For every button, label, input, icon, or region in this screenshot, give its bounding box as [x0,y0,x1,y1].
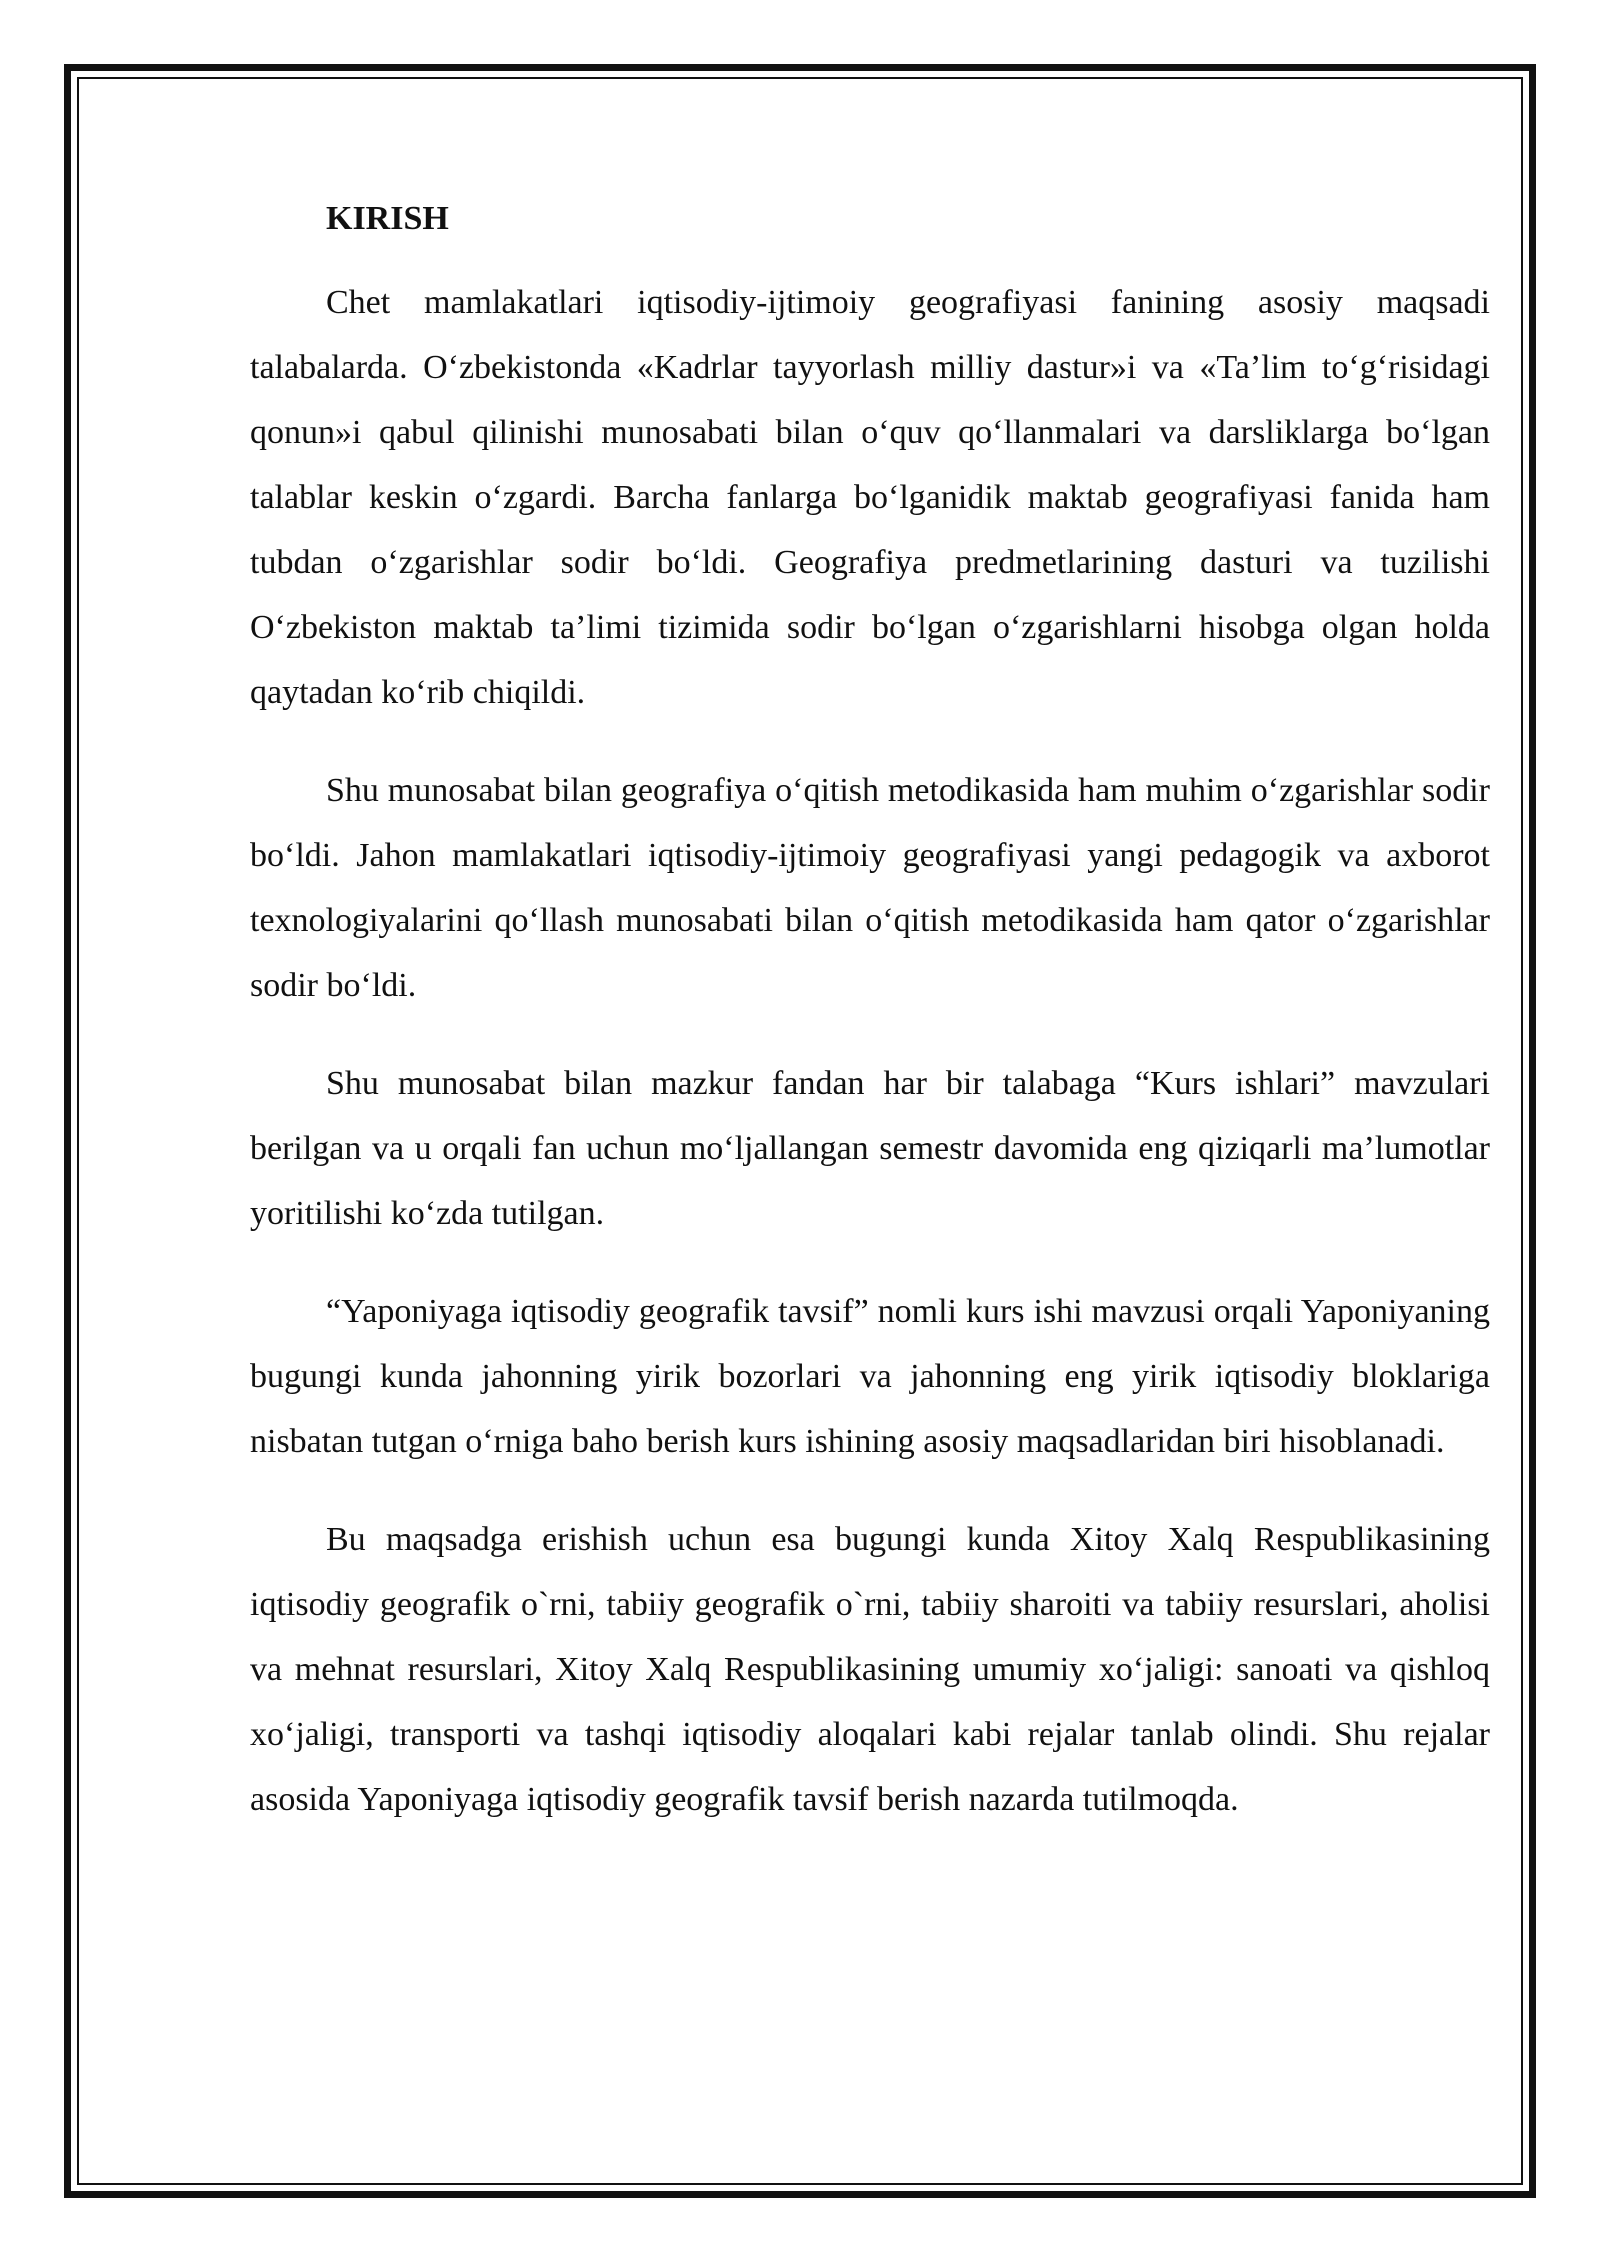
paragraph-4: “Yaponiyaga iqtisodiy geografik tavsif” nomli kurs ishi mavzusi orqali Yaponiyaning bugungi kunda jahonning yirik bozorlari va jahonning eng yirik iqtisodiy bloklariga nisbatan tutgan o‘rniga baho berish kurs ishining asosiy maqsadlaridan biri hisoblanadi. [250,1293,1490,1460]
document-body [250,196,1490,1865]
paragraph-1: Chet mamlakatlari iqtisodiy-ijtimoiy geografiyasi fanining asosiy maqsadi talabalarda. O‘zbekistonda «Kadrlar tayyorlash milliy dastur»i va «Ta’lim to‘g‘risidagi qonun»i qabul qilinishi munosabati bilan o‘quv qo‘llanmalari va darsliklarga bo‘lgan talablar keskin o‘zgardi. Barcha fanlarga bo‘lganidik maktab geografiyasi fanida ham tubdan o‘zgarishlar sodir bo‘ldi. Geografiya predmetlarining dasturi va tuzilishi O‘zbekiston maktab ta’limi tizimida sodir bo‘lgan o‘zgarishlarni hisobga olgan holda qaytadan ko‘rib chiqildi. [250,284,1490,711]
section-heading: KIRISH [326,200,449,237]
paragraph-2: Shu munosabat bilan geografiya o‘qitish metodikasida ham muhim o‘zgarishlar sodir bo‘ldi. Jahon mamlakatlari iqtisodiy-ijtimoiy geografiyasi yangi pedagogik va axborot texnologiyalarini qo‘llash munosabati bilan o‘qitish metodikasida ham qator o‘zgarishlar sodir bo‘ldi. [250,772,1490,1004]
paragraph-3: Shu munosabat bilan mazkur fandan har bir talabaga “Kurs ishlari” mavzulari berilgan va u orqali fan uchun mo‘ljallangan semestr davomida eng qiziqarli ma’lumotlar yoritilishi ko‘zda tutilgan. [250,1065,1490,1232]
paragraph-5: Bu maqsadga erishish uchun esa bugungi kunda Xitoy Xalq Respublikasining iqtisodiy geografik o`rni, tabiiy geografik o`rni, tabiiy sharoiti va tabiiy resurslari, aholisi va mehnat resurslari, Xitoy Xalq Respublikasining umumiy xo‘jaligi: sanoati va qishloq xo‘jaligi, transporti va tashqi iqtisodiy aloqalari kabi rejalar tanlab olindi. Shu rejalar asosida Yaponiyaga iqtisodiy geografik tavsif berish nazarda tutilmoqda. [250,1521,1490,1818]
